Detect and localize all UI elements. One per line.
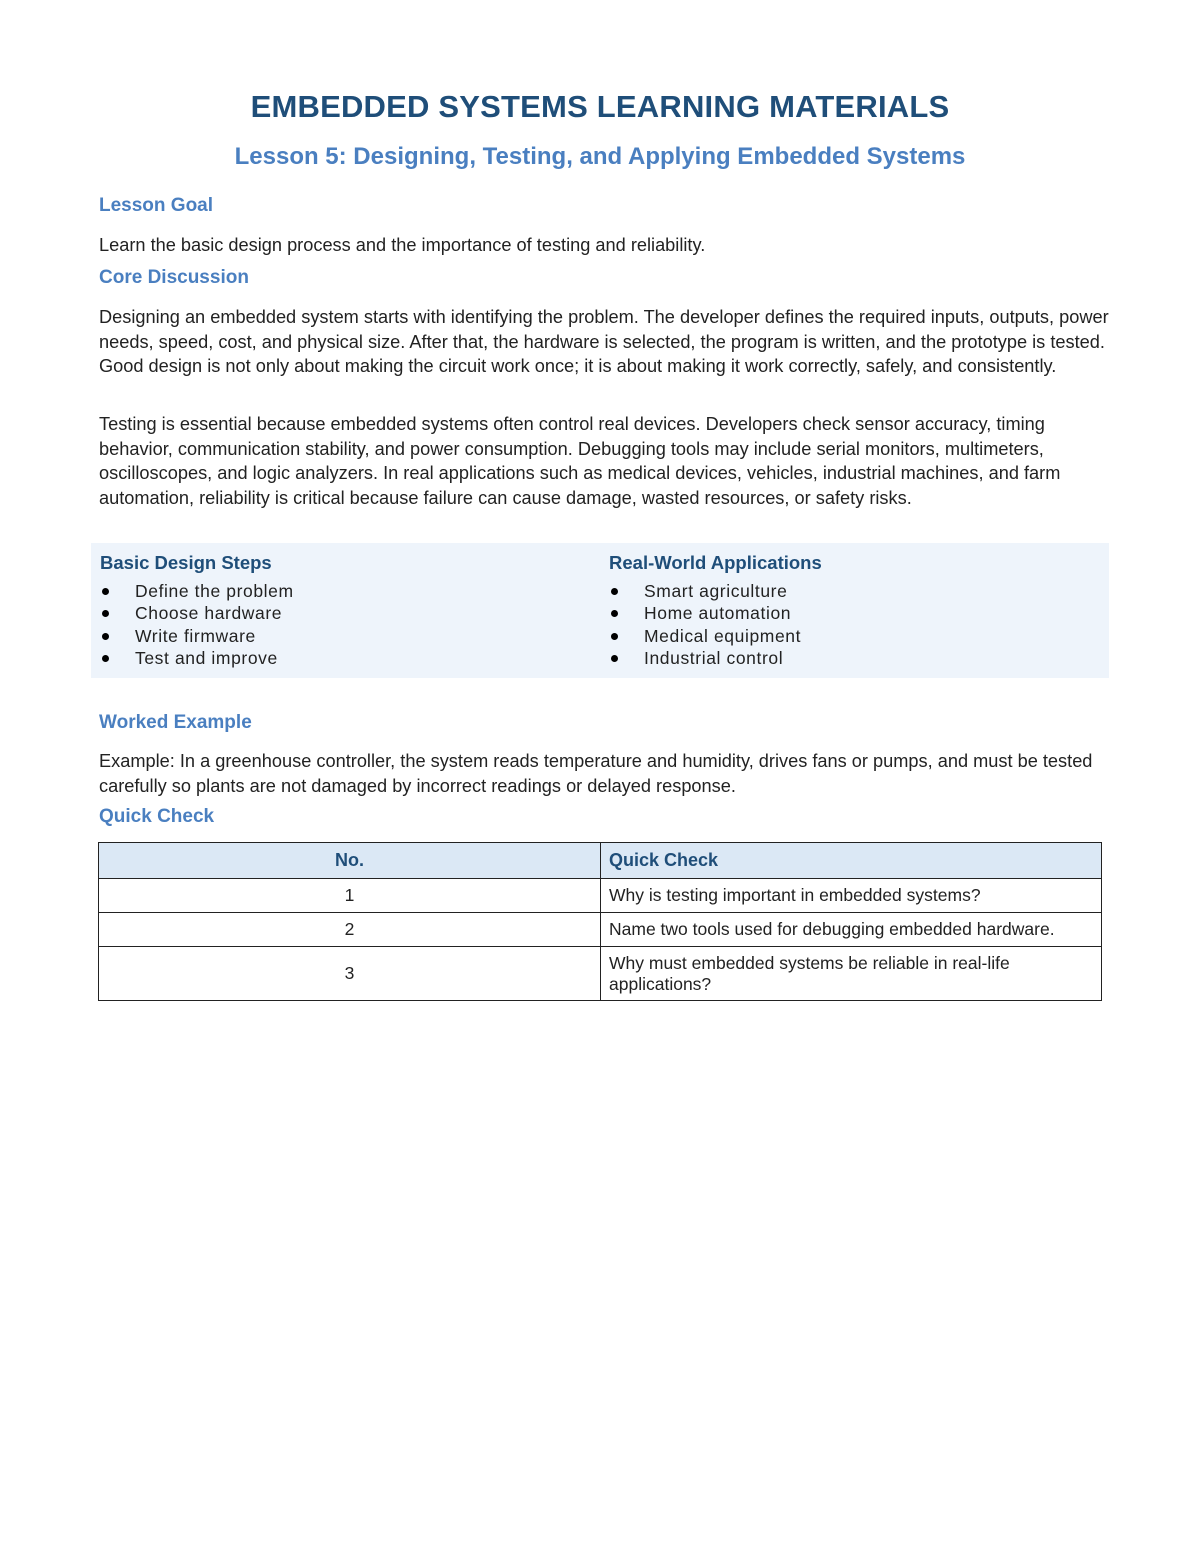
core-discussion-paragraph-1: Designing an embedded system starts with identifying the problem. The developer defines the required inputs, outputs, power needs, speed, cost, and physical size. After that, the hardware is selected, the program is written, and the prototype is tested. Good design is not only about making the circuit work once; it is about making it work correctly, safely, and consistently.: [99, 307, 1109, 377]
row-question: Why is testing important in embedded systems?: [601, 879, 1102, 913]
row-number: 3: [99, 947, 601, 1001]
bullet-icon: [102, 610, 109, 617]
bullet-icon: [611, 655, 618, 662]
list-item-label: Define the problem: [135, 581, 294, 601]
list-item: [609, 580, 1089, 602]
row-number: 2: [99, 913, 601, 947]
core-discussion-paragraph-2: Testing is essential because embedded systems often control real devices. Developers check sensor accuracy, timing behavior, communication stability, and power consumption. Debugging tools may include serial monitors, multimeters, oscilloscopes, and logic analyzers. In real applications such as medical devices, vehicles, industrial machines, and farm automation, reliability is critical because failure can cause damage, wasted resources, or safety risks.: [99, 414, 1061, 508]
table-row: [99, 947, 1102, 1001]
list-item: [609, 625, 1089, 647]
bullet-icon: [611, 588, 618, 595]
core-discussion-heading: Core Discussion: [99, 267, 249, 288]
quick-check-heading: Quick Check: [99, 806, 215, 827]
list-item: [100, 580, 580, 602]
list-item: [100, 647, 580, 669]
document-title: EMBEDDED SYSTEMS LEARNING MATERIALS: [250, 89, 950, 124]
bullet-icon: [102, 655, 109, 662]
table-row: [99, 913, 1102, 947]
table-header-row: [99, 843, 1102, 879]
bullet-icon: [611, 610, 618, 617]
list-item-label: Industrial control: [644, 647, 784, 668]
row-number: 1: [99, 879, 601, 913]
lesson-goal-heading: Lesson Goal: [99, 195, 214, 216]
list-item: [100, 602, 580, 624]
applications-list: [609, 580, 1089, 669]
list-item-label: Smart agriculture: [644, 581, 788, 601]
list-item-label: Medical equipment: [644, 625, 802, 646]
bullet-icon: [611, 633, 618, 640]
row-question: Why must embedded systems be reliable in real-life applications?: [601, 947, 1102, 1001]
summary-panel: [91, 543, 1109, 678]
design-steps-column: [100, 552, 580, 669]
worked-example-heading: Worked Example: [99, 712, 252, 733]
bullet-icon: [102, 588, 109, 595]
table-row: [99, 879, 1102, 913]
list-item-label: Home automation: [644, 603, 792, 624]
design-steps-list: [100, 580, 580, 669]
column-header-no: No.: [99, 843, 601, 879]
column-header-question: Quick Check: [601, 843, 1102, 879]
list-item: [100, 625, 580, 647]
row-question: Name two tools used for debugging embedded hardware.: [601, 913, 1102, 947]
design-steps-heading: Basic Design Steps: [100, 552, 272, 573]
list-item-label: Test and improve: [135, 647, 278, 668]
list-item: [609, 602, 1089, 624]
bullet-icon: [102, 633, 109, 640]
list-item-label: Write firmware: [135, 625, 256, 646]
list-item: [609, 647, 1089, 669]
quick-check-table: [98, 842, 1102, 1001]
applications-heading: Real-World Applications: [609, 552, 822, 573]
lesson-goal-text: Learn the basic design process and the importance of testing and reliability.: [99, 235, 706, 255]
worked-example-text: Example: In a greenhouse controller, the system reads temperature and humidity, drives fans or pumps, and must be tested carefully so plants are not damaged by incorrect readings or delayed response.: [99, 751, 1093, 796]
list-item-label: Choose hardware: [135, 603, 283, 624]
applications-column: [609, 552, 1089, 669]
lesson-subtitle: Lesson 5: Designing, Testing, and Applying Embedded Systems: [234, 143, 966, 170]
